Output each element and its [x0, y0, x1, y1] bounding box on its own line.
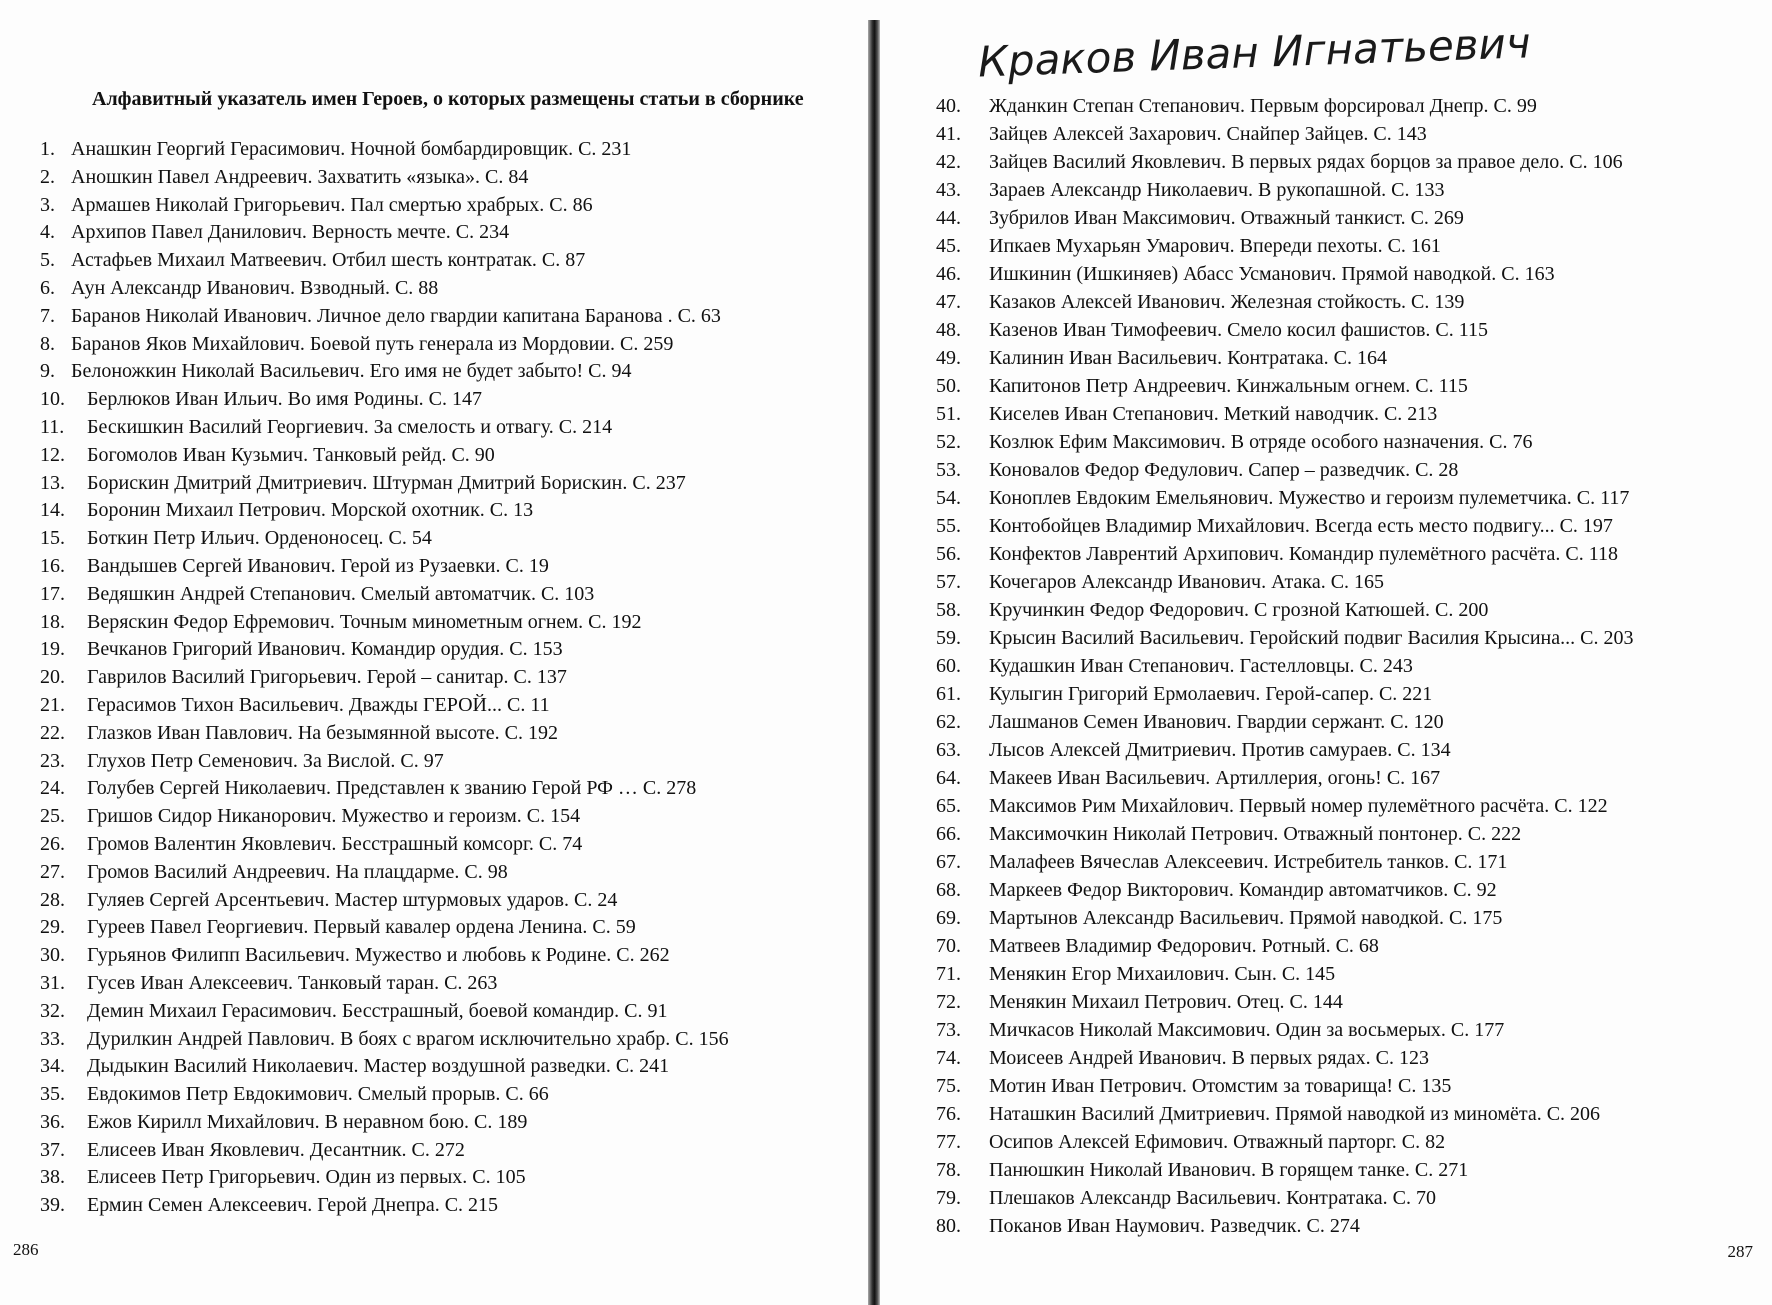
- entry-text: Кручинкин Федор Федорович. С грозной Катюшей. С. 200: [989, 599, 1489, 621]
- entry-text: Ермин Семен Алексеевич. Герой Днепра. С. 215: [87, 1194, 499, 1217]
- entry-text: Елисеев Иван Яковлевич. Десантник. С. 272: [87, 1138, 465, 1161]
- index-entry: [40, 303, 729, 331]
- entry-text: Боронин Михаил Петрович. Морской охотник. С. 13: [87, 499, 534, 522]
- entry-number: 59.: [936, 627, 961, 649]
- entry-number: 28.: [40, 888, 65, 911]
- entry-number: 33.: [40, 1027, 65, 1050]
- index-entry: [40, 1081, 729, 1109]
- entry-text: Баранов Яков Михайлович. Боевой путь генерала из Мордовии. С. 259: [71, 332, 674, 355]
- entry-number: 24.: [40, 777, 65, 800]
- entry-text: Контобойцев Владимир Михайлович. Всегда есть место подвигу... С. 197: [989, 515, 1613, 537]
- index-entry: [936, 764, 1633, 792]
- entry-number: 23.: [40, 749, 65, 772]
- entry-text: Панюшкин Николай Иванович. В горящем танке. С. 271: [989, 1159, 1469, 1181]
- entry-text: Киселев Иван Степанович. Меткий наводчик. С. 213: [989, 403, 1438, 425]
- index-entry: [936, 512, 1633, 540]
- index-entry: [40, 859, 729, 887]
- entry-text: Громов Василий Андреевич. На плацдарме. С. 98: [87, 860, 508, 883]
- page-number-right: 287: [1727, 1242, 1753, 1261]
- index-entry: [40, 998, 729, 1026]
- index-entry: [936, 1044, 1633, 1072]
- index-entry: [40, 720, 729, 748]
- left-page: [0, 0, 870, 1305]
- entry-text: Бескишкин Василий Георгиевич. За смелость и отвагу. С. 214: [87, 415, 613, 438]
- index-entry: [936, 1212, 1633, 1240]
- index-entry: [40, 331, 729, 359]
- entry-number: 18.: [40, 610, 65, 633]
- index-entry: [936, 848, 1633, 876]
- index-entry: [936, 1184, 1633, 1212]
- index-entry: [936, 876, 1633, 904]
- entry-text: Зараев Александр Николаевич. В рукопашной. С. 133: [989, 179, 1445, 201]
- entry-text: Максимочкин Николай Петрович. Отважный понтонер. С. 222: [989, 823, 1522, 845]
- index-entry: [936, 708, 1633, 736]
- entry-text: Осипов Алексей Ефимович. Отважный парторг. С. 82: [989, 1131, 1446, 1153]
- entry-number: 17.: [40, 582, 65, 605]
- index-entry: [936, 120, 1633, 148]
- entry-text: Вандышев Сергей Иванович. Герой из Рузаевки. С. 19: [87, 554, 549, 577]
- entry-number: 15.: [40, 527, 65, 550]
- index-entry: [40, 442, 729, 470]
- entry-number: 31.: [40, 971, 65, 994]
- entry-number: 16.: [40, 554, 65, 577]
- entry-number: 12.: [40, 443, 65, 466]
- index-entry: [40, 525, 729, 553]
- index-entry: [936, 1072, 1633, 1100]
- hero-index-list-right: [936, 92, 1633, 1240]
- index-entry: [936, 624, 1633, 652]
- index-entry: [936, 960, 1633, 988]
- index-entry: [936, 428, 1633, 456]
- entry-number: 6.: [40, 276, 55, 299]
- index-entry: [936, 596, 1633, 624]
- entry-number: 50.: [936, 375, 961, 397]
- entry-text: Жданкин Степан Степанович. Первым форсировал Днепр. С. 99: [989, 95, 1537, 117]
- entry-text: Малафеев Вячеслав Алексеевич. Истребитель танков. С. 171: [989, 851, 1508, 873]
- entry-text: Менякин Егор Михаилович. Сын. С. 145: [989, 963, 1336, 985]
- index-entry: [40, 775, 729, 803]
- entry-text: Конфектов Лаврентий Архипович. Командир пулемётного расчёта. С. 118: [989, 543, 1618, 565]
- entry-text: Поканов Иван Наумович. Разведчик. С. 274: [989, 1215, 1360, 1237]
- entry-number: 63.: [936, 739, 961, 761]
- entry-text: Боткин Петр Ильич. Орденоносец. С. 54: [87, 527, 432, 550]
- index-entry: [936, 932, 1633, 960]
- entry-number: 37.: [40, 1138, 65, 1161]
- index-entry: [40, 164, 729, 192]
- entry-text: Аношкин Павел Андреевич. Захватить «языка». С. 84: [71, 165, 529, 188]
- entry-number: 35.: [40, 1083, 65, 1106]
- entry-text: Берлюков Иван Ильич. Во имя Родины. С. 147: [87, 388, 482, 411]
- entry-number: 47.: [936, 291, 961, 313]
- entry-text: Богомолов Иван Кузьмич. Танковый рейд. С. 90: [87, 443, 495, 466]
- entry-text: Плешаков Александр Васильевич. Контратака. С. 70: [989, 1187, 1436, 1209]
- entry-number: 62.: [936, 711, 961, 733]
- entry-number: 41.: [936, 123, 961, 145]
- entry-text: Кочегаров Александр Иванович. Атака. С. 165: [989, 571, 1385, 593]
- index-entry: [40, 692, 729, 720]
- entry-text: Ишкинин (Ишкиняев) Абасс Усманович. Прямой наводкой. С. 163: [989, 263, 1555, 285]
- index-entry: [936, 148, 1633, 176]
- entry-text: Казаков Алексей Иванович. Железная стойкость. С. 139: [989, 291, 1465, 313]
- index-entry: [936, 820, 1633, 848]
- entry-text: Капитонов Петр Андреевич. Кинжальным огнем. С. 115: [989, 375, 1468, 397]
- entry-text: Козлюк Ефим Максимович. В отряде особого назначения. С. 76: [989, 431, 1533, 453]
- index-entry: [936, 652, 1633, 680]
- entry-text: Анашкин Георгий Герасимович. Ночной бомбардировщик. С. 231: [71, 138, 632, 160]
- index-entry: [40, 803, 729, 831]
- index-entry: [936, 456, 1633, 484]
- entry-number: 38.: [40, 1166, 65, 1189]
- handwritten-note: [974, 15, 1532, 87]
- entry-number: 46.: [936, 263, 961, 285]
- entry-number: 21.: [40, 693, 65, 716]
- index-entry: [40, 664, 729, 692]
- entry-text: Мотин Иван Петрович. Отомстим за товарища! С. 135: [989, 1075, 1452, 1097]
- entry-text: Баранов Николай Иванович. Личное дело гвардии капитана Баранова . С. 63: [71, 304, 721, 327]
- entry-number: 5.: [40, 249, 55, 272]
- entry-number: 44.: [936, 207, 961, 229]
- index-entry: [40, 219, 729, 247]
- entry-number: 45.: [936, 235, 961, 257]
- index-entry: [936, 372, 1633, 400]
- index-entry: [936, 204, 1633, 232]
- entry-number: 14.: [40, 499, 65, 522]
- entry-text: Борискин Дмитрий Дмитриевич. Штурман Дмитрий Борискин. С. 237: [87, 471, 686, 494]
- entry-number: 8.: [40, 332, 55, 355]
- entry-text: Коноплев Евдоким Емельянович. Мужество и героизм пулеметчика. С. 117: [989, 487, 1630, 509]
- entry-text: Глазков Иван Павлович. На безымянной высоте. С. 192: [87, 721, 558, 744]
- entry-text: Евдокимов Петр Евдокимович. Смелый прорыв. С. 66: [87, 1083, 549, 1106]
- entry-text: Казенов Иван Тимофеевич. Смело косил фашистов. С. 115: [989, 319, 1489, 341]
- entry-text: Ипкаев Мухарьян Умарович. Впереди пехоты. С. 161: [989, 235, 1441, 257]
- entry-number: 25.: [40, 805, 65, 828]
- right-page: [880, 0, 1772, 1305]
- index-entry: [936, 792, 1633, 820]
- entry-number: 42.: [936, 151, 961, 173]
- entry-number: 79.: [936, 1187, 961, 1209]
- entry-number: 29.: [40, 916, 65, 939]
- entry-number: 7.: [40, 304, 55, 327]
- entry-number: 73.: [936, 1019, 961, 1041]
- entry-text: Кулыгин Григорий Ермолаевич. Герой-сапер. С. 221: [989, 683, 1433, 705]
- index-entry: [40, 914, 729, 942]
- index-entry: [936, 1100, 1633, 1128]
- entry-number: 77.: [936, 1131, 961, 1153]
- entry-number: 67.: [936, 851, 961, 873]
- index-entry: [40, 247, 729, 275]
- entry-text: Гурьянов Филипп Васильевич. Мужество и любовь к Родине. С. 262: [87, 944, 670, 967]
- entry-number: 56.: [936, 543, 961, 565]
- index-entry: [40, 414, 729, 442]
- entry-number: 76.: [936, 1103, 961, 1125]
- entry-number: 10.: [40, 388, 65, 411]
- entry-number: 64.: [936, 767, 961, 789]
- entry-text: Маркеев Федор Викторович. Командир автоматчиков. С. 92: [989, 879, 1497, 901]
- entry-number: 40.: [936, 95, 961, 117]
- index-entry: [40, 386, 729, 414]
- entry-number: 53.: [936, 459, 961, 481]
- index-entry: [936, 260, 1633, 288]
- entry-number: 71.: [936, 963, 961, 985]
- index-entry: [40, 942, 729, 970]
- entry-number: 69.: [936, 907, 961, 929]
- entry-number: 55.: [936, 515, 961, 537]
- index-entry: [40, 831, 729, 859]
- index-entry: [936, 92, 1633, 120]
- entry-number: 58.: [936, 599, 961, 621]
- entry-number: 19.: [40, 638, 65, 661]
- index-entry: [936, 568, 1633, 596]
- entry-number: 72.: [936, 991, 961, 1013]
- index-entry: [936, 904, 1633, 932]
- entry-text: Белоножкин Николай Васильевич. Его имя не будет забыто! С. 94: [71, 360, 632, 383]
- index-entry: [40, 1164, 729, 1192]
- index-entry: [936, 1128, 1633, 1156]
- index-entry: [936, 988, 1633, 1016]
- entry-number: 11.: [40, 415, 65, 438]
- entry-text: Гуляев Сергей Арсентьевич. Мастер штурмовых ударов. С. 24: [87, 888, 618, 911]
- entry-number: 75.: [936, 1075, 961, 1097]
- index-entry: [40, 636, 729, 664]
- index-entry: [936, 680, 1633, 708]
- entry-text: Зубрилов Иван Максимович. Отважный танкист. С. 269: [989, 207, 1464, 229]
- entry-number: 68.: [936, 879, 961, 901]
- entry-text: Глухов Петр Семенович. За Вислой. С. 97: [87, 749, 444, 772]
- entry-text: Крысин Василий Васильевич. Геройский подвиг Василия Крысина... С. 203: [989, 627, 1634, 649]
- entry-text: Аун Александр Иванович. Взводный. С. 88: [71, 276, 439, 299]
- entry-text: Дурилкин Андрей Павлович. В боях с врагом исключительно храбр. С. 156: [87, 1027, 729, 1050]
- index-entry: [40, 887, 729, 915]
- book-spine: [868, 20, 880, 1305]
- entry-number: 34.: [40, 1055, 65, 1078]
- entry-number: 65.: [936, 795, 961, 817]
- entry-text: Голубев Сергей Николаевич. Представлен к званию Герой РФ … С. 278: [87, 777, 697, 800]
- entry-text: Астафьев Михаил Матвеевич. Отбил шесть контратак. С. 87: [71, 249, 586, 272]
- index-entry: [936, 176, 1633, 204]
- entry-number: 9.: [40, 360, 55, 383]
- entry-text: Армашев Николай Григорьевич. Пал смертью храбрых. С. 86: [71, 193, 593, 216]
- index-entry: [40, 1026, 729, 1054]
- index-entry: [936, 1016, 1633, 1044]
- entry-text: Коновалов Федор Федулович. Сапер – разведчик. С. 28: [989, 459, 1459, 481]
- index-entry: [936, 540, 1633, 568]
- entry-text: Лысов Алексей Дмитриевич. Против самураев. С. 134: [989, 739, 1451, 761]
- entry-number: 30.: [40, 944, 65, 967]
- entry-text: Кудашкин Иван Степанович. Гастелловцы. С. 243: [989, 655, 1413, 677]
- entry-text: Вечканов Григорий Иванович. Командир орудия. С. 153: [87, 638, 563, 661]
- entry-text: Матвеев Владимир Федорович. Ротный. С. 68: [989, 935, 1379, 957]
- index-entry: [936, 736, 1633, 764]
- entry-number: 51.: [936, 403, 961, 425]
- index-entry: [936, 484, 1633, 512]
- entry-number: 4.: [40, 221, 55, 244]
- entry-text: Веряскин Федор Ефремович. Точным минометным огнем. С. 192: [87, 610, 642, 633]
- page-number-left: 286: [13, 1240, 39, 1259]
- entry-number: 3.: [40, 193, 55, 216]
- entry-number: 54.: [936, 487, 961, 509]
- entry-text: Калинин Иван Васильевич. Контратака. С. 164: [989, 347, 1387, 369]
- index-entry: [936, 316, 1633, 344]
- index-entry: [936, 1156, 1633, 1184]
- entry-text: Ежов Кирилл Михайлович. В неравном бою. С. 189: [87, 1110, 528, 1133]
- index-entry: [40, 609, 729, 637]
- entry-number: 61.: [936, 683, 961, 705]
- entry-text: Макеев Иван Васильевич. Артиллерия, огонь! С. 167: [989, 767, 1441, 789]
- entry-text: Гришов Сидор Никанорович. Мужество и героизм. С. 154: [87, 805, 581, 828]
- index-entry: [40, 1137, 729, 1165]
- index-entry: [40, 192, 729, 220]
- entry-number: 43.: [936, 179, 961, 201]
- index-entry: [936, 288, 1633, 316]
- entry-text: Зайцев Алексей Захарович. Снайпер Зайцев. С. 143: [989, 123, 1427, 145]
- index-entry: [40, 553, 729, 581]
- entry-text: Громов Валентин Яковлевич. Бесстрашный комсорг. С. 74: [87, 832, 583, 855]
- entry-text: Менякин Михаил Петрович. Отец. С. 144: [989, 991, 1343, 1013]
- entry-number: 27.: [40, 860, 65, 883]
- entry-text: Гусев Иван Алексеевич. Танковый таран. С. 263: [87, 971, 498, 994]
- index-entry: [936, 400, 1633, 428]
- entry-text: Герасимов Тихон Васильевич. Дважды ГЕРОЙ... С. 11: [87, 693, 550, 716]
- entry-text: Демин Михаил Герасимович. Бесстрашный, боевой командир. С. 91: [87, 999, 668, 1022]
- entry-number: 74.: [936, 1047, 961, 1069]
- hero-index-list-left: [40, 136, 729, 1220]
- entry-text: Максимов Рим Михайлович. Первый номер пулемётного расчёта. С. 122: [989, 795, 1608, 817]
- entry-number: 2.: [40, 165, 55, 188]
- index-entry: [40, 581, 729, 609]
- entry-text: Моисеев Андрей Иванович. В первых рядах. С. 123: [989, 1047, 1430, 1069]
- index-entry: [40, 470, 729, 498]
- index-entry: [40, 1192, 729, 1220]
- index-entry: [40, 358, 729, 386]
- entry-number: 66.: [936, 823, 961, 845]
- index-entry: [40, 970, 729, 998]
- entry-number: 80.: [936, 1215, 961, 1237]
- entry-text: Зайцев Василий Яковлевич. В первых рядах борцов за правое дело. С. 106: [989, 151, 1623, 173]
- entry-number: 20.: [40, 666, 65, 689]
- entry-number: 60.: [936, 655, 961, 677]
- entry-text: Гуреев Павел Георгиевич. Первый кавалер ордена Ленина. С. 59: [87, 916, 636, 939]
- index-entry: [40, 748, 729, 776]
- index-entry: [936, 232, 1633, 260]
- entry-text: Елисеев Петр Григорьевич. Один из первых. С. 105: [87, 1166, 526, 1189]
- entry-text: Ведяшкин Андрей Степанович. Смелый автоматчик. С. 103: [87, 582, 595, 605]
- entry-text: Мичкасов Николай Максимович. Один за восьмерых. С. 177: [989, 1019, 1505, 1041]
- entry-number: 22.: [40, 721, 65, 744]
- entry-number: 36.: [40, 1110, 65, 1133]
- index-heading: Алфавитный указатель имен Героев, о которых размещены статьи в сборнике: [92, 88, 804, 110]
- index-entry: [936, 344, 1633, 372]
- entry-number: 48.: [936, 319, 961, 341]
- entry-text: Лашманов Семен Иванович. Гвардии сержант. С. 120: [989, 711, 1444, 733]
- entry-number: 32.: [40, 999, 65, 1022]
- entry-text: Гаврилов Василий Григорьевич. Герой – санитар. С. 137: [87, 666, 567, 689]
- entry-number: 39.: [40, 1194, 65, 1217]
- index-entry: [40, 1053, 729, 1081]
- entry-number: 52.: [936, 431, 961, 453]
- entry-number: 49.: [936, 347, 961, 369]
- index-entry: [40, 497, 729, 525]
- index-entry: [40, 275, 729, 303]
- entry-text: Дыдыкин Василий Николаевич. Мастер воздушной разведки. С. 241: [87, 1055, 670, 1078]
- svg-text:Краков Иван Игнатьевич: Краков Иван Игнатьевич: [977, 18, 1532, 87]
- entry-text: Мартынов Александр Васильевич. Прямой наводкой. С. 175: [989, 907, 1503, 929]
- entry-number: 78.: [936, 1159, 961, 1181]
- entry-number: 70.: [936, 935, 961, 957]
- index-entry: [40, 136, 729, 164]
- index-entry: [40, 1109, 729, 1137]
- entry-text: Наташкин Василий Дмитриевич. Прямой наводкой из миномёта. С. 206: [989, 1103, 1601, 1125]
- entry-number: 13.: [40, 471, 65, 494]
- entry-number: 1.: [40, 138, 55, 160]
- entry-number: 26.: [40, 832, 65, 855]
- entry-text: Архипов Павел Данилович. Верность мечте. С. 234: [71, 221, 510, 244]
- entry-number: 57.: [936, 571, 961, 593]
